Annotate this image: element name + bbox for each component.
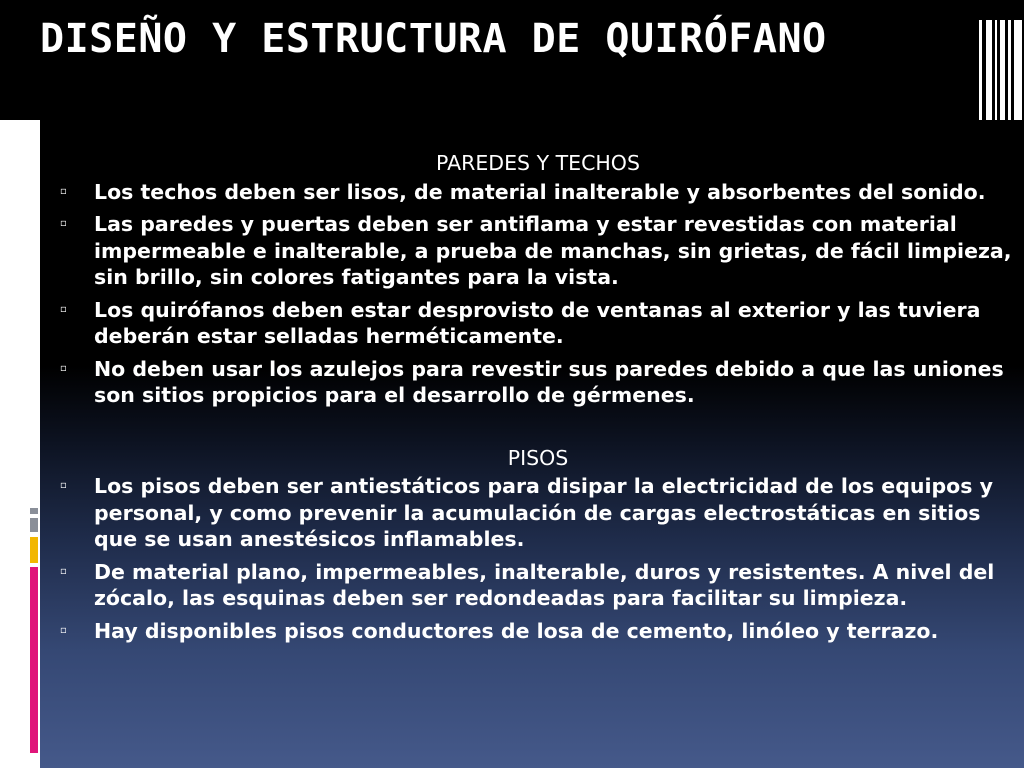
list-item-text: Los quirófanos deben estar desprovisto de ventanas al exterior y las tuviera deberán estar selladas herméticamente.	[94, 297, 981, 348]
list-item-text: No deben usar los azulejos para revestir sus paredes debido a que las uniones son sitios propicios para el desarrollo de gérmenes.	[94, 356, 1004, 407]
list-item	[58, 559, 1018, 612]
list-item	[58, 473, 1018, 553]
list-item-text: Hay disponibles pisos conductores de losa de cemento, linóleo y terrazo.	[94, 618, 939, 643]
accent-bar-yellow	[30, 537, 38, 563]
slide-body	[58, 150, 1018, 650]
accent-bar-gray	[30, 518, 38, 532]
section-floors	[58, 445, 1018, 645]
square-bullet-icon: ▫	[60, 218, 67, 229]
list-item-text: De material plano, impermeables, inalterable, duros y resistentes. A nivel del zócalo, las esquinas deben ser redondeadas para facilitar su limpieza.	[94, 559, 995, 610]
list-item	[58, 356, 1018, 409]
section-heading: PISOS	[507, 445, 569, 470]
accent-bar-gray	[30, 508, 38, 514]
decorative-bars-icon	[979, 20, 1024, 120]
list-item-text: Las paredes y puertas deben ser antiflama y estar revestidas con material impermeable e inalterable, a prueba de manchas, sin grietas, de fácil limpieza, sin brillo, sin colores fatigantes para la vista.	[94, 212, 1012, 289]
section-heading: PAREDES Y TECHOS	[436, 151, 640, 175]
square-bullet-icon: ▫	[60, 362, 67, 374]
bullet-list	[58, 179, 1018, 409]
accent-bar-pink	[30, 567, 38, 753]
list-item	[58, 297, 1018, 350]
section-spacer	[58, 415, 1018, 445]
list-item	[58, 179, 1018, 206]
slide-title: DISEÑO Y ESTRUCTURA DE QUIRÓFANO	[40, 16, 827, 62]
square-bullet-icon: ▫	[60, 185, 67, 197]
square-bullet-icon: ▫	[60, 624, 67, 636]
list-item	[58, 618, 1018, 645]
square-bullet-icon: ▫	[60, 480, 67, 491]
bullet-list	[58, 473, 1018, 644]
list-item-text: Los techos deben ser lisos, de material inalterable y absorbentes del sonido.	[94, 179, 986, 204]
square-bullet-icon: ▫	[60, 303, 67, 315]
list-item	[58, 211, 1018, 291]
square-bullet-icon: ▫	[60, 565, 67, 577]
section-walls-ceilings	[58, 150, 1018, 409]
list-item-text: Los pisos deben ser antiestáticos para disipar la electricidad de los equipos y personal, y como prevenir la acumulación de cargas electrostáticas en sitios que se usan anestésicos inflamables.	[94, 474, 993, 551]
